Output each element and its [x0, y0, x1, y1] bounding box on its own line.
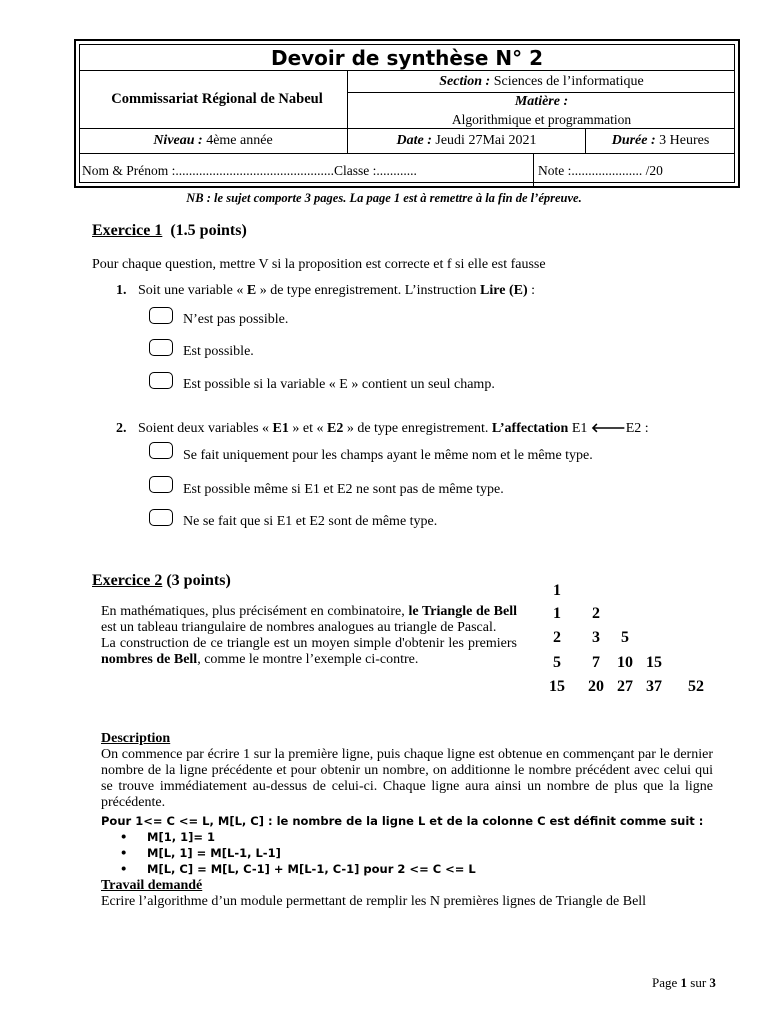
q1-text: Soit une variable « E » de type enregistrement. L’instruction Lire (E) :	[138, 283, 536, 298]
duree-value: 3 Heures	[659, 133, 710, 148]
niveau-value: 4ème année	[206, 133, 273, 148]
q2-option-3-checkbox[interactable]	[149, 509, 173, 526]
nb-note: NB : le sujet comporte 3 pages. La page 1 est à remettre à la fin de l’épreuve.	[186, 191, 582, 205]
bell-number: 2	[553, 629, 561, 646]
ex1-instruction: Pour chaque question, mettre V si la proposition est correcte et f si elle est fausse	[92, 257, 546, 272]
q1-option-1-checkbox[interactable]	[149, 307, 173, 324]
matiere-value: Algorithmique et programmation	[451, 112, 632, 127]
date-value: Jeudi 27Mai 2021	[435, 133, 537, 148]
header-table	[74, 39, 740, 188]
bell-number: 27	[617, 678, 633, 695]
q2-option-1-label: Se fait uniquement pour les champs ayant le même nom et le même type.	[183, 448, 593, 463]
name-class-field[interactable]: Nom & Prénom :...............................................Classe :............	[82, 162, 417, 178]
rule-item: • M[1, 1]= 1	[120, 830, 215, 844]
q2-option-1-checkbox[interactable]	[149, 442, 173, 459]
left-arrow-icon: 🡐	[590, 421, 626, 436]
page-footer: Page 1 sur 3	[652, 975, 716, 990]
q2-number: 2.	[116, 421, 127, 436]
description-text: On commence par écrire 1 sur la première ligne, puis chaque ligne est obtenue en commençant par le dernier nombre de la ligne précédente et pour obtenir un nombre, on additionne le nombre précédent avec celui qui se trouve immédiatement au-dessus de celui-ci. Chaque ligne aura ainsi un nombre de plus que la ligne précédente.	[101, 747, 713, 810]
matiere-label-cell	[348, 93, 735, 111]
bell-number: 5	[553, 654, 561, 671]
q1-option-2-checkbox[interactable]	[149, 339, 173, 356]
rules-list	[120, 830, 476, 878]
duree-label: Durée :	[611, 133, 656, 148]
description-title: Description	[101, 731, 171, 746]
q2-option-2-label: Est possible même si E1 et E2 ne sont pas de même type.	[183, 482, 504, 497]
institution-name: Commissariat Régional de Nabeul	[111, 90, 323, 107]
work-text: Ecrire l’algorithme d’un module permettant de remplir les N premières lignes de Triangle de Bell	[101, 894, 647, 909]
bell-number: 7	[592, 654, 600, 671]
bell-number: 15	[549, 678, 565, 695]
q2-option-2-checkbox[interactable]	[149, 476, 173, 493]
q2-option-3-label: Ne se fait que si E1 et E2 sont de même type.	[183, 514, 438, 529]
bell-number: 3	[592, 629, 600, 646]
q1-option-3-checkbox[interactable]	[149, 372, 173, 389]
q1-option-1-label: N’est pas possible.	[183, 312, 289, 327]
q2-text: Soient deux variables « E1 » et « E2 » de type enregistrement. L’affectation E1 🡐E2 :	[138, 421, 649, 436]
page-title: Devoir de synthèse N° 2	[270, 45, 544, 70]
rule-intro: Pour 1<= C <= L, M[L, C] : le nombre de la ligne L et de la colonne C est définit comme suit :	[101, 814, 704, 828]
matiere-label: Matière :	[514, 94, 569, 109]
bell-number: 52	[688, 678, 704, 695]
ex1-title: Exercice 1	[92, 222, 163, 239]
bell-number: 10	[617, 654, 633, 671]
work-title: Travail demandé	[101, 878, 203, 893]
rule-item: • M[L, C] = M[L, C-1] + M[L-1, C-1] pour 2 <= C <= L	[120, 862, 476, 876]
niveau-cell	[79, 129, 347, 153]
q1-option-3-label: Est possible si la variable « E » contient un seul champ.	[183, 377, 495, 392]
section-cell	[348, 71, 735, 92]
rule-item: • M[L, 1] = M[L-1, L-1]	[120, 846, 281, 860]
section-value: Sciences de l’informatique	[493, 73, 644, 89]
bell-number: 15	[646, 654, 662, 671]
bell-number: 2	[592, 605, 600, 622]
bell-number: 37	[646, 678, 662, 695]
q1-option-2-label: Est possible.	[183, 344, 254, 359]
ex1-points: (1.5 points)	[170, 222, 247, 239]
duree-cell	[586, 129, 735, 153]
bell-number: 1	[553, 605, 561, 622]
ex2-intro: En mathématiques, plus précisément en combinatoire, le Triangle de Bell est un tableau triangulaire de nombres analogues au triangle de Pascal. La construction de ce triangle est un moyen simple d'obtenir les premiers nombres de Bell, comme le montre l’exemple ci-contre.	[101, 604, 517, 667]
date-cell	[348, 129, 585, 153]
ex2-title: Exercice 2	[92, 572, 163, 589]
bell-number: 5	[621, 629, 629, 646]
bell-number: 20	[588, 678, 604, 695]
q1-number: 1.	[116, 283, 127, 298]
note-field[interactable]: Note :..................... /20	[538, 162, 663, 178]
section-label: Section :	[439, 73, 491, 89]
ex2-points: (3 points)	[166, 572, 231, 589]
ex1-heading	[92, 222, 247, 240]
hdr-vline	[533, 153, 534, 187]
date-label: Date :	[396, 133, 432, 148]
niveau-label: Niveau :	[153, 133, 203, 148]
bell-number: 1	[553, 582, 561, 599]
ex2-heading	[92, 572, 231, 590]
